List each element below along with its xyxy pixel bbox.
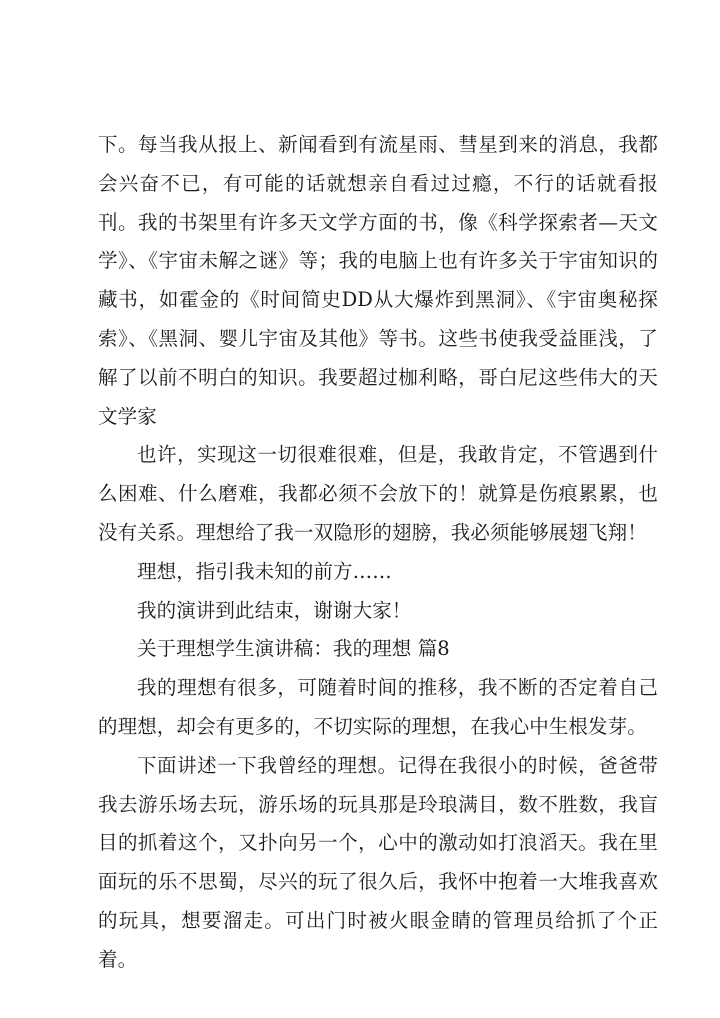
document-body bbox=[98, 126, 658, 980]
paragraph-many-dreams: 我的理想有很多，可随着时间的推移，我不断的否定着自己的理想，却会有更多的，不切实际的理想，在我心中生根发芽。 bbox=[98, 676, 658, 738]
paragraph-continuation: 下。每当我从报上、新闻看到有流星雨、彗星到来的消息，我都会兴奋不已，有可能的话就想亲自看过过瘾，不行的话就看报刊。我的书架里有许多天文学方面的书，像《科学探索者—天文学》、《宇宙未解之谜》等；我的电脑上也有许多关于宇宙知识的藏书，如霍金的《时间简史DD从大爆炸到黑洞》、《宇宙奥秘探索》、《黑洞、婴儿宇宙及其他》等书。这些书使我受益匪浅，了解了以前不明白的知识。我要超过枷利略，哥白尼这些伟大的天文学家 bbox=[98, 133, 658, 428]
paragraph-determination: 也许，实现这一切很难很难，但是，我敢肯定，不管遇到什么困难、什么磨难，我都必须不会放下的！就算是伤痕累累，也没有关系。理想给了我一双隐形的翅膀，我必须能够展翅飞翔！ bbox=[98, 443, 658, 544]
paragraph-amusement-park: 下面讲述一下我曾经的理想。记得在我很小的时候，爸爸带我去游乐场去玩，游乐场的玩具那是玲琅满目，数不胜数，我盲目的抓着这个，又扑向另一个，心中的激动如打浪滔天。我在里面玩的乐不思蜀，尽兴的玩了很久后，我怀中抱着一大堆我喜欢的玩具，想要溜走。可出门时被火眼金睛的管理员给抓了个正着。 bbox=[98, 753, 658, 971]
section-heading: 关于理想学生演讲稿：我的理想 篇8 bbox=[137, 637, 450, 661]
paragraph-closing: 我的演讲到此结束，谢谢大家！ bbox=[137, 598, 412, 622]
paragraph-guide: 理想，指引我未知的前方…… bbox=[137, 559, 392, 583]
